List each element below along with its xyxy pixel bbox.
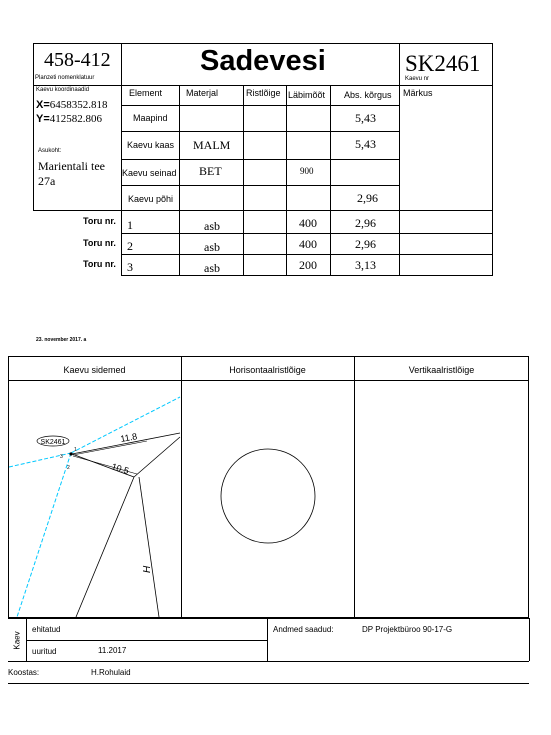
header-divider-left [121, 43, 122, 85]
boundary-line-down-2 [139, 477, 159, 617]
well-number-label: Kaevu nr [405, 76, 430, 82]
row-element-bottom: Kaevu põhi [128, 194, 174, 204]
col-line-3 [286, 85, 287, 275]
row-line-4 [121, 185, 399, 186]
pipe-abs-2: 2,96 [355, 237, 376, 251]
row-abs-bottom: 2,96 [357, 191, 378, 205]
row-line-7 [121, 275, 493, 276]
row-abs-ground: 5,43 [355, 111, 376, 125]
footer-status: ehitatud [32, 625, 61, 634]
pipe-abs-3: 3,13 [355, 258, 376, 272]
pipe-abs-1: 2,96 [355, 216, 376, 230]
footer-line-top [8, 618, 529, 619]
header-divider-right [399, 43, 400, 275]
row-line-5 [121, 233, 493, 234]
row-element-walls: Kaevu seinad [122, 168, 177, 178]
row-diameter-walls: 900 [300, 166, 314, 176]
row-line-6 [121, 254, 493, 255]
y-coordinate [36, 113, 102, 125]
pipe-label-2: Toru nr. [83, 238, 116, 248]
footer-vertical-1 [26, 618, 27, 661]
connections-sketch [9, 381, 181, 617]
footer-vertical-right [529, 618, 530, 661]
footer-section-label: Kaev [12, 631, 22, 650]
pipe-material-1: asb [204, 219, 220, 233]
header-diameter: Läbimõõt [288, 90, 326, 100]
pipe-label-3: Toru nr. [83, 259, 116, 269]
boundary-line-right [134, 437, 180, 477]
row-element-cover: Kaevu kaas [127, 140, 175, 150]
footer-author-label: Koostas: [8, 668, 40, 677]
point-number-2: 2 [67, 465, 70, 471]
location-line2: 27a [38, 174, 56, 188]
document-date: 23. november 2017. a [36, 337, 87, 343]
pipe-label-1: Toru nr. [83, 216, 116, 226]
pipe-material-2: asb [204, 240, 220, 254]
pipe-diameter-1: 400 [299, 216, 317, 230]
dimension-line-1 [73, 441, 147, 455]
header-element: Element [129, 88, 163, 98]
panel-title-connections: Kaevu sidemed [63, 365, 126, 375]
nomenclature-label: Planzeti nomenklatuur [35, 75, 95, 81]
street-mark: H [142, 565, 153, 573]
row-element-ground: Maapind [133, 113, 168, 123]
well-label-text: SK2461 [40, 439, 66, 446]
well-circle [221, 449, 315, 543]
left-info-divider [121, 85, 122, 275]
header-notes: Märkus [403, 88, 433, 98]
point-number-1: 1 [74, 447, 77, 453]
pipe-diameter-2: 400 [299, 237, 317, 251]
distance-label-1: 11.8 [119, 431, 138, 444]
header-crosssection: Ristlõige [246, 88, 281, 98]
header-abs-height: Abs. kõrgus [344, 90, 392, 100]
horizontal-section-drawing [182, 381, 353, 617]
col-line-2 [243, 85, 244, 275]
location-line1: Marientali tee [38, 159, 105, 173]
header-material: Materjal [186, 88, 219, 98]
pipe-num-2: 2 [127, 239, 133, 253]
pipe-line-northeast [71, 397, 180, 453]
well-point [69, 452, 72, 455]
panel-title-vertical: Vertikaalristlõige [408, 365, 475, 375]
boundary-line-down [76, 477, 134, 617]
x-value: 6458352.818 [49, 99, 108, 111]
row-line-2 [121, 131, 399, 132]
footer-line-bottom [8, 661, 529, 662]
pipe-num-1: 1 [127, 218, 133, 232]
panel-divider-2 [354, 356, 355, 618]
row-line-3 [121, 159, 399, 160]
footer-surveyed-date: 11.2017 [98, 646, 127, 655]
coords-label: Kaevu koordinaadid [36, 87, 90, 93]
col-line-1 [179, 85, 180, 275]
row-material-walls: BET [199, 164, 222, 178]
distance-label-2: 10.5 [110, 461, 131, 477]
col-line-right [492, 211, 493, 275]
pipe-material-3: asb [204, 261, 220, 275]
x-coordinate [36, 99, 108, 111]
y-label: Y= [36, 113, 50, 125]
pipe-line-south [17, 453, 71, 617]
well-number: SK2461 [405, 51, 481, 76]
footer-vertical-2 [267, 618, 268, 661]
footer-line-author [8, 683, 529, 684]
x-label: X= [36, 99, 50, 111]
nomenclature-number: 458-412 [44, 49, 111, 71]
row-material-cover: MALM [193, 138, 231, 152]
panel-title-horizontal: Horisontaalristlõige [229, 365, 306, 375]
footer-source-value: DP Projektbüroo 90-17-G [362, 625, 453, 634]
footer-author-value: H.Rohulaid [91, 668, 131, 677]
footer-surveyed-label: uuritud [32, 647, 57, 656]
point-number-3: 3 [60, 454, 63, 460]
page-title: Sadevesi [200, 45, 326, 77]
pipe-diameter-3: 200 [299, 258, 317, 272]
pipe-num-3: 3 [127, 260, 133, 274]
location-label: Asukoht: [38, 148, 62, 154]
footer-source-label: Andmed saadud: [273, 625, 334, 634]
footer-line-mid [26, 640, 267, 641]
row-abs-cover: 5,43 [355, 137, 376, 151]
row-line-1 [121, 105, 399, 106]
header-bottom-line [33, 85, 493, 86]
y-value: 412582.806 [49, 113, 103, 125]
col-line-4 [330, 85, 331, 275]
